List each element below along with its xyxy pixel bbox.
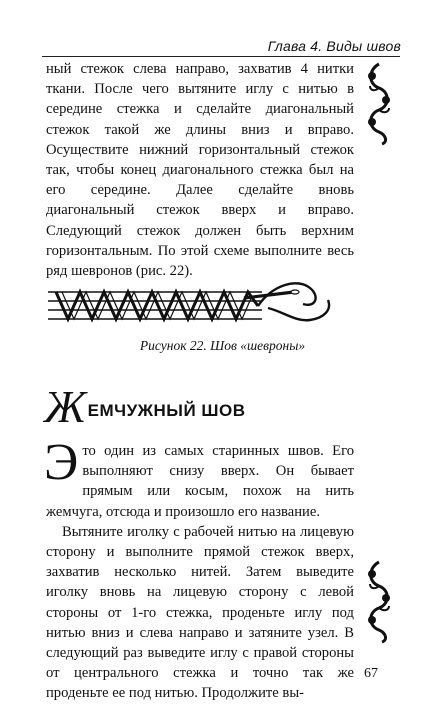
ornament-flourish-icon xyxy=(362,62,396,146)
paragraph-top xyxy=(46,59,354,281)
ornament-flourish-icon xyxy=(362,560,396,644)
header-title: Глава 4. Виды швов xyxy=(267,38,401,54)
figure-caption: Рисунок 22. Шов «шевроны» xyxy=(139,338,306,353)
page-number: 67 xyxy=(364,666,378,681)
section-title-initial: Ж xyxy=(44,381,87,432)
paragraph-intro xyxy=(44,434,354,522)
section-body xyxy=(44,434,354,704)
header-rule xyxy=(42,56,400,57)
chevron-stitch-figure xyxy=(48,270,338,332)
paragraph-intro-text: то один из самых старинных швов. Его выполняют снизу вверх. Он бывает прямым или косым, похож на нить жемчуга, отсюда и произошло его название. xyxy=(46,443,354,520)
section-title xyxy=(44,380,245,433)
section-title-rest: ЕМЧУЖНЫЙ ШОВ xyxy=(87,401,246,420)
paragraph-instructions: Вытяните иголку с рабочей нитью на лицевую сторону и выполните прямой стежок вверх, захватив несколько нитей. Затем выведите иголку вновь на лицевую сторону с левой стороны от 1-го стежка, проденьте иглу под нитью вниз и слева направо и затяните узел. В следующий раз выведите иглу с правой стороны от центрального стежка и точно так же проденьте ее под нитью. Продолжите вы- xyxy=(46,523,354,702)
drop-cap: Э xyxy=(44,434,79,491)
paragraph-top-text: ный стежок слева направо, захватив 4 нитки ткани. После чего вытяните иглу с нитью в середине стежка и сделайте диагональный стежок такой же длины вниз и вправо. Осуществите нижний горизонтальный стежок так, чтобы конец диагонального стежка был на его середине. Далее сделайте вновь диагональный стежок вверх и вправо. Следующий стежок должен быть верхним горизонтальным. По этой схеме выполните весь ряд шевронов (рис. 22). xyxy=(46,61,354,280)
